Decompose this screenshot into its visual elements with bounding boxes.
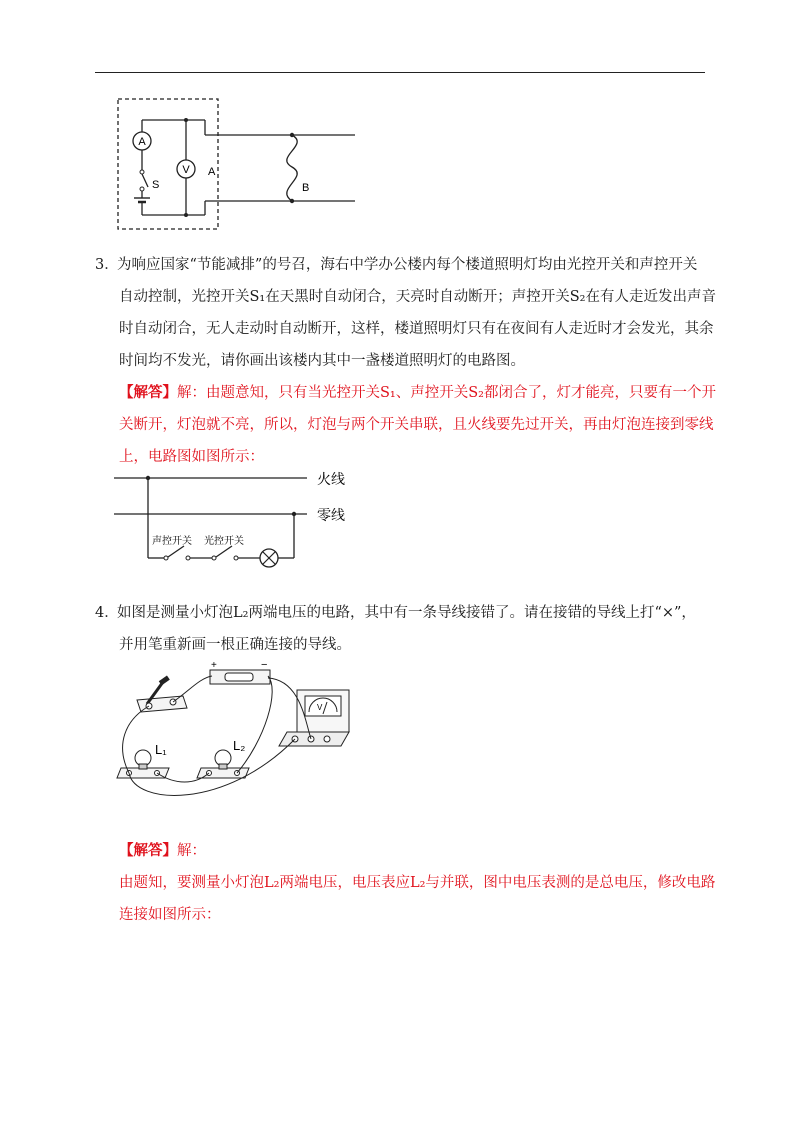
question-text-line: 自动控制，光控开关S₁在天黑时自动闭合，天亮时自动断开；声控开关S₂在有人走近发出声音 xyxy=(119,289,716,305)
circuit-figure-2 xyxy=(112,468,372,578)
answer-text-line: 解： xyxy=(177,843,206,859)
svg-text:火线: 火线 xyxy=(317,471,345,487)
answer-tag: 【解答】 xyxy=(119,842,177,859)
svg-text:B: B xyxy=(302,182,310,194)
svg-text:光控开关: 光控开关 xyxy=(204,536,244,547)
question-text-line: 并用笔重新画一根正确连接的导线。 xyxy=(119,637,351,653)
voltmeter-device-icon xyxy=(279,690,349,746)
question-text-line: 为响应国家“节能减排”的号召，海右中学办公楼内每个楼道照明灯均由光控开关和声控开关 xyxy=(117,257,698,273)
answer-4 xyxy=(95,835,715,931)
answer-text-line: 连接如图所示： xyxy=(119,907,221,923)
answer-3 xyxy=(95,377,715,473)
svg-text:−: − xyxy=(261,660,268,671)
question-number: 3． xyxy=(95,257,119,273)
svg-text:零线: 零线 xyxy=(317,507,345,523)
battery-holder-icon xyxy=(210,660,270,684)
svg-text:S: S xyxy=(152,179,160,191)
question-3 xyxy=(95,249,715,377)
svg-text:L₂: L₂ xyxy=(233,738,246,753)
circuit-figure-1 xyxy=(110,95,370,235)
answer-text-line: 上，电路图如图所示： xyxy=(119,449,264,465)
svg-text:V: V xyxy=(317,703,323,712)
svg-text:+: + xyxy=(211,660,217,671)
sound-switch-icon xyxy=(168,546,184,557)
switch-s-icon xyxy=(142,174,148,187)
answer-text-line: 由题知，要测量小灯泡L₂两端电压，电压表应L₂与并联，图中电压表测的是总电压，修改电路 xyxy=(119,875,716,891)
circuit-figure-3 xyxy=(115,660,365,810)
answer-text-line: 解：由题意知，只有当光控开关S₁、声控开关S₂都闭合了，灯才能亮，只要有一个开 xyxy=(177,385,716,401)
header-rule xyxy=(95,72,705,73)
svg-text:V: V xyxy=(182,164,190,176)
question-number: 4． xyxy=(95,605,119,621)
question-text-line: 时自动闭合，无人走动时自动断开，这样，楼道照明灯只有在夜间有人走近时才会发光，其余 xyxy=(119,321,714,337)
svg-text:声控开关: 声控开关 xyxy=(152,536,192,547)
question-text-line: 如图是测量小灯泡L₂两端电压的电路，其中有一条导线接错了。请在接错的导线上打“×”， xyxy=(117,605,696,621)
svg-text:A: A xyxy=(208,166,216,178)
question-text-line: 时间均不发光，请你画出该楼内其中一盏楼道照明灯的电路图。 xyxy=(119,353,525,369)
svg-text:A: A xyxy=(138,136,146,148)
question-4 xyxy=(95,597,715,661)
knife-switch-icon xyxy=(137,675,187,712)
answer-text-line: 关断开，灯泡就不亮，所以，灯泡与两个开关串联，且火线要先过开关，再由灯泡连接到零线 xyxy=(119,417,714,433)
answer-tag: 【解答】 xyxy=(119,384,177,401)
lamp-l1-icon xyxy=(117,742,169,778)
light-switch-icon xyxy=(216,546,232,557)
wavy-wire xyxy=(287,135,297,201)
lamp-l2-icon xyxy=(197,738,249,778)
svg-text:L₁: L₁ xyxy=(155,742,167,757)
